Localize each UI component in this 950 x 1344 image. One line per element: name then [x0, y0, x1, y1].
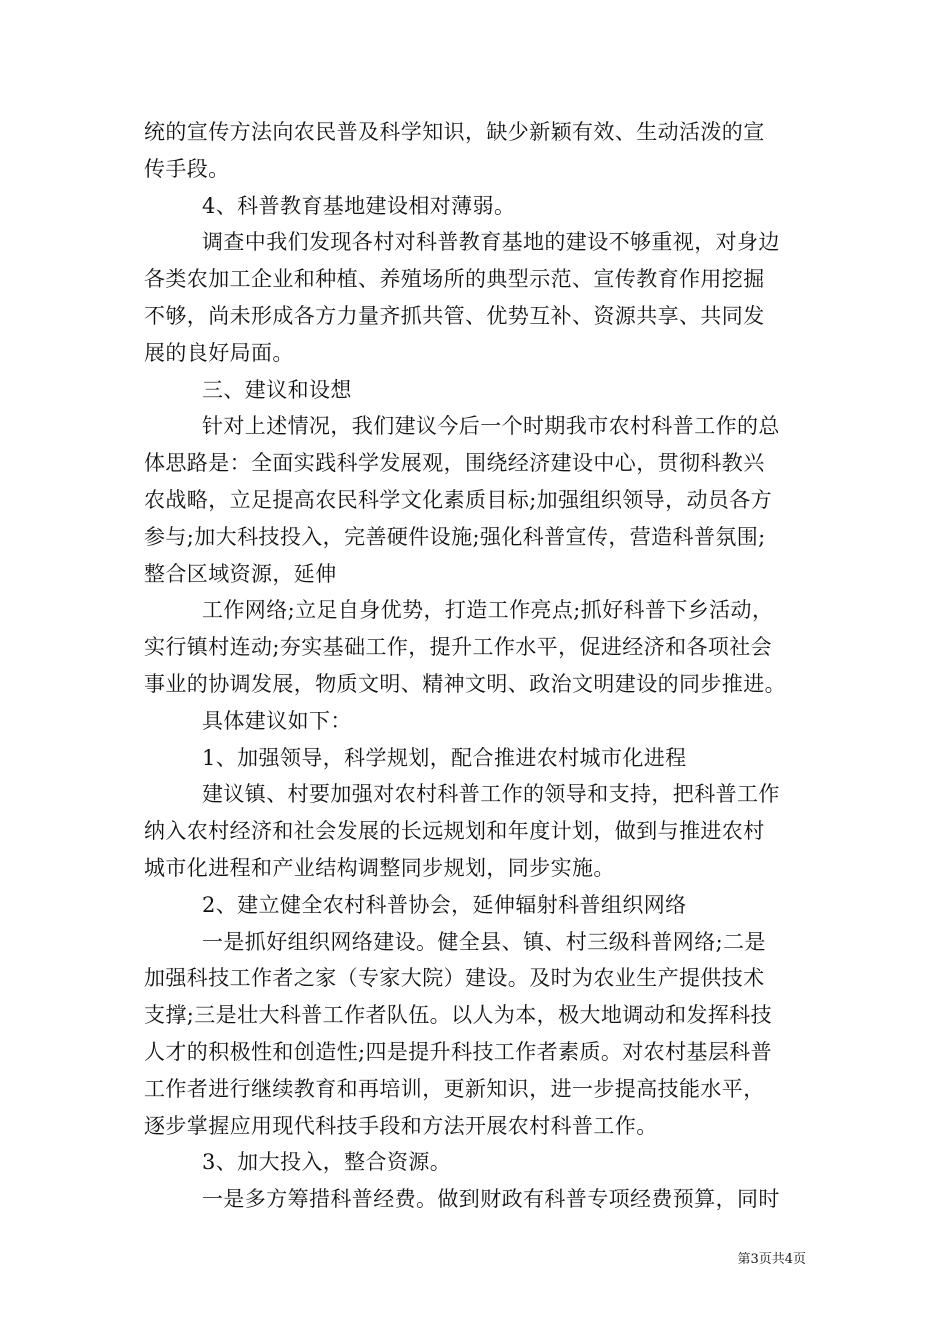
text-line: 针对上述情况，我们建议今后一个时期我市农村科普工作的总 — [202, 414, 780, 439]
text-line: 不够，尚未形成各方力量齐抓共管、优势互补、资源共享、共同发 — [144, 303, 765, 328]
text-line: 建议镇、村要加强对农村科普工作的领导和支持，把科普工作 — [202, 782, 780, 807]
text-line: 实行镇村连动;夯实基础工作，提升工作水平，促进经济和各项社会 — [144, 635, 773, 660]
text-line: 展的良好局面。 — [144, 340, 294, 365]
text-line: 4、科普教育基地建设相对薄弱。 — [202, 193, 516, 218]
text-line: 2、建立健全农村科普协会，延伸辐射科普组织网络 — [202, 892, 687, 917]
text-line: 加强科技工作者之家（专家大院）建设。及时为农业生产提供技术 — [144, 966, 765, 991]
page-number: 第3页共4页 — [737, 1252, 806, 1267]
text-line: 事业的协调发展，物质文明、精神文明、政治文明建设的同步推进。 — [144, 671, 786, 696]
text-line: 整合区域资源，延伸 — [144, 561, 337, 586]
page-footer — [0, 1248, 806, 1267]
text-line: 纳入农村经济和社会发展的长远规划和年度计划，做到与推进农村 — [144, 819, 765, 844]
text-line: 城市化进程和产业结构调整同步规划，同步实施。 — [144, 855, 615, 880]
text-line: 工作网络;立足自身优势，打造工作亮点;抓好科普下乡活动， — [202, 598, 774, 623]
text-line: 具体建议如下： — [202, 708, 352, 733]
text-line: 一是抓好组织网络建设。健全县、镇、村三级科普网络;二是 — [202, 929, 766, 954]
text-line: 三、建议和设想 — [202, 377, 352, 402]
text-line: 逐步掌握应用现代科技手段和方法开展农村科普工作。 — [144, 1113, 658, 1138]
text-line: 各类农加工企业和种植、养殖场所的典型示范、宣传教育作用挖掘 — [144, 267, 765, 292]
text-line: 1、加强领导，科学规划，配合推进农村城市化进程 — [202, 745, 687, 770]
text-line: 农战略，立足提高农民科学文化素质目标;加强组织领导，动员各方 — [144, 487, 773, 512]
text-line: 人才的积极性和创造性;四是提升科技工作者素质。对农村基层科普 — [144, 1039, 773, 1064]
text-line: 传手段。 — [144, 156, 230, 181]
text-line: 调查中我们发现各村对科普教育基地的建设不够重视，对身边 — [202, 230, 780, 255]
text-line: 参与;加大科技投入，完善硬件设施;强化科普宣传，营造科普氛围; — [144, 524, 766, 549]
text-line: 工作者进行继续教育和再培训，更新知识，进一步提高技能水平， — [144, 1076, 765, 1101]
text-line: 统的宣传方法向农民普及科学知识，缺少新颖有效、生动活泼的宣 — [144, 120, 765, 144]
text-line: 3、加大投入，整合资源。 — [202, 1150, 452, 1175]
text-line: 体思路是：全面实践科学发展观，围绕经济建设中心，贯彻科教兴 — [144, 451, 765, 476]
document-body — [144, 114, 808, 1218]
text-line: 一是多方筹措科普经费。做到财政有科普专项经费预算，同时 — [202, 1187, 780, 1212]
text-line: 支撑;三是壮大科普工作者队伍。以人为本，极大地调动和发挥科技 — [144, 1003, 773, 1028]
